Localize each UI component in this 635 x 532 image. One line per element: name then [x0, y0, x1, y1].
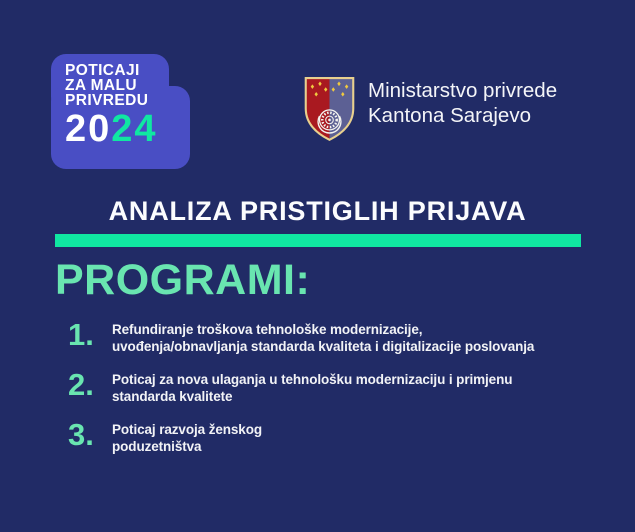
heading-underline: [55, 234, 581, 247]
list-item-2: [68, 368, 628, 405]
item-text: Poticaj razvoja ženskog poduzetništva: [112, 422, 263, 454]
kanton-sarajevo-coat-of-arms-icon: [301, 74, 358, 143]
item-number: 1.: [68, 317, 94, 352]
badge-text: [65, 62, 158, 150]
badge-line-3: PRIVREDU: [65, 92, 149, 109]
item-number: 2.: [68, 367, 94, 402]
badge-year-suffix: 24: [111, 108, 158, 150]
item-text: Refundiranje troškova tehnološke modernizacije, uvođenja/obnavljanja standarda kvaliteta i digitalizacije poslovanja: [112, 322, 535, 354]
badge-year-prefix: 20: [65, 108, 112, 150]
badge-line-1: POTICAJI: [65, 62, 140, 79]
badge-line-2: ZA MALU: [65, 77, 137, 94]
item-number: 3.: [68, 417, 94, 452]
badge-year: [65, 108, 158, 150]
page-title: ANALIZA PRISTIGLIH PRIJAVA: [108, 196, 527, 226]
programs-list: [68, 318, 628, 468]
ministry-name: [368, 79, 557, 128]
ministry-line-2: Kantona Sarajevo: [368, 103, 531, 127]
ministry-line-1: Ministarstvo privrede: [368, 79, 558, 102]
list-item-3: [68, 418, 628, 455]
programs-title: PROGRAMI:: [55, 256, 311, 304]
program-badge: [51, 54, 190, 169]
item-text: Poticaj za nova ulaganja u tehnološku modernizaciju i primjenu standarda kvalitete: [112, 372, 513, 404]
list-item-1: [68, 318, 628, 355]
